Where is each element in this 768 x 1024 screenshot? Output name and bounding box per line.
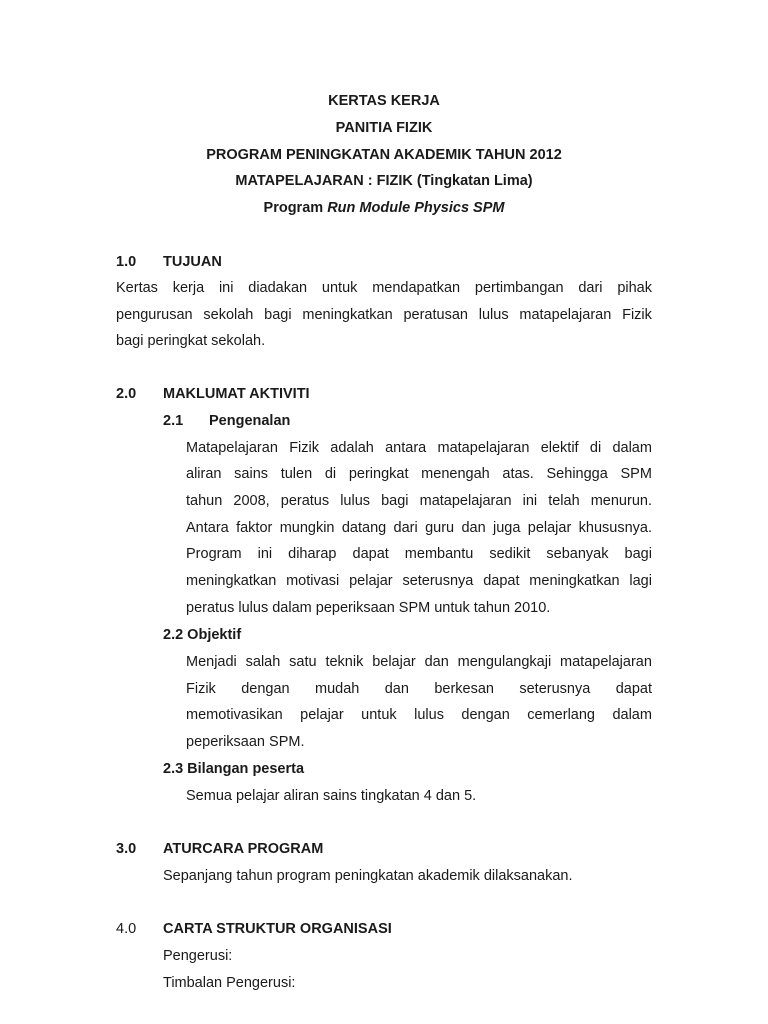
word: peringkat bbox=[348, 466, 409, 482]
subsection-2-1-line-2 bbox=[186, 466, 652, 482]
doc-title-line1: KERTAS KERJA bbox=[328, 93, 440, 109]
word: juga bbox=[493, 520, 521, 536]
word: meningkatkan bbox=[529, 573, 620, 589]
word: ini bbox=[218, 280, 234, 296]
word: matapelajaran bbox=[519, 307, 612, 323]
word: meningkatkan bbox=[302, 307, 393, 323]
word: faktor bbox=[236, 520, 273, 536]
word: Program bbox=[186, 546, 242, 562]
word: atas. bbox=[502, 466, 534, 482]
word: belajar bbox=[372, 654, 416, 670]
word: berkesan bbox=[434, 681, 494, 697]
word: dan bbox=[461, 520, 486, 536]
word: dalam bbox=[612, 440, 652, 456]
word: satu bbox=[289, 654, 317, 670]
word: di bbox=[589, 440, 602, 456]
word: Antara bbox=[186, 520, 229, 536]
word: pihak bbox=[617, 280, 652, 296]
word: elektif bbox=[540, 440, 579, 456]
subsection-2-2-line-1 bbox=[186, 654, 652, 670]
word: 2008, bbox=[233, 493, 270, 509]
word: lagi bbox=[629, 573, 652, 589]
word: seterusnya bbox=[519, 681, 591, 697]
doc-title-line5-italic: Run Module Physics SPM bbox=[327, 200, 505, 216]
section-4-line-1: Pengerusi: bbox=[163, 948, 233, 964]
word: antara bbox=[385, 440, 427, 456]
word: dari bbox=[578, 280, 603, 296]
subsection-2-1-line-1 bbox=[186, 440, 652, 456]
word: SPM bbox=[620, 466, 652, 482]
word: pelajar bbox=[349, 573, 393, 589]
section-4-title: CARTA STRUKTUR ORGANISASI bbox=[163, 921, 392, 937]
word: dan bbox=[384, 681, 409, 697]
word: adalah bbox=[330, 440, 374, 456]
word: sedikit bbox=[489, 546, 531, 562]
word: dengan bbox=[241, 681, 290, 697]
word: Menjadi bbox=[186, 654, 237, 670]
section-1-line-1 bbox=[116, 280, 652, 296]
word: Fizik bbox=[186, 681, 216, 697]
word: sekolah bbox=[203, 307, 254, 323]
word: lulus bbox=[340, 493, 371, 509]
word: guru bbox=[425, 520, 455, 536]
word: sebanyak bbox=[546, 546, 609, 562]
word: membantu bbox=[404, 546, 474, 562]
word: khususnya. bbox=[578, 520, 652, 536]
word: bagi bbox=[624, 546, 652, 562]
subsection-2-2-line-3 bbox=[186, 707, 652, 723]
section-3-number: 3.0 bbox=[116, 841, 137, 857]
word: mengulangkaji bbox=[457, 654, 552, 670]
word: diharap bbox=[288, 546, 337, 562]
word: matapelajaran bbox=[419, 493, 512, 509]
doc-title-line5 bbox=[0, 200, 768, 216]
word: ini bbox=[522, 493, 538, 509]
section-1-line-3: bagi peringkat sekolah. bbox=[116, 333, 266, 349]
doc-title-line2: PANITIA FIZIK bbox=[335, 120, 433, 136]
word: lulus bbox=[478, 307, 509, 323]
word: peratus bbox=[280, 493, 330, 509]
word: dapat bbox=[483, 573, 520, 589]
word: Sehingga bbox=[546, 466, 608, 482]
subsection-2-3-line-1: Semua pelajar aliran sains tingkatan 4 dan 5. bbox=[186, 788, 477, 804]
word: motivasi bbox=[286, 573, 340, 589]
word: menengah bbox=[421, 466, 490, 482]
word: mendapatkan bbox=[372, 280, 461, 296]
section-4-line-2: Timbalan Pengerusi: bbox=[163, 975, 296, 991]
word: di bbox=[324, 466, 337, 482]
subsection-2-2-heading: 2.2 Objektif bbox=[163, 627, 242, 643]
word: peratusan bbox=[403, 307, 468, 323]
word: aliran bbox=[186, 466, 222, 482]
word: memotivasikan bbox=[186, 707, 283, 723]
word: mungkin bbox=[279, 520, 335, 536]
word: datang bbox=[341, 520, 387, 536]
word: Fizik bbox=[622, 307, 652, 323]
section-2-title: MAKLUMAT AKTIVITI bbox=[163, 386, 310, 402]
word: telah bbox=[548, 493, 580, 509]
word: dapat bbox=[615, 681, 652, 697]
subsection-2-2-line-4: peperiksaan SPM. bbox=[186, 734, 305, 750]
word: bagi bbox=[381, 493, 409, 509]
subsection-2-1-number: 2.1 bbox=[163, 413, 184, 429]
word: untuk bbox=[321, 280, 358, 296]
word: menurun. bbox=[590, 493, 652, 509]
doc-title-line3: PROGRAM PENINGKATAN AKADEMIK TAHUN 2012 bbox=[206, 147, 562, 163]
word: ini bbox=[257, 546, 273, 562]
word: matapelajaran bbox=[437, 440, 530, 456]
word: mudah bbox=[314, 681, 360, 697]
word: pelajar bbox=[527, 520, 572, 536]
word: pertimbangan bbox=[474, 280, 564, 296]
subsection-2-1-line-3 bbox=[186, 493, 652, 509]
section-3-line-1: Sepanjang tahun program peningkatan akademik dilaksanakan. bbox=[163, 868, 573, 884]
section-1-line-2 bbox=[116, 307, 652, 323]
subsection-2-1-line-7: peratus lulus dalam peperiksaan SPM untuk tahun 2010. bbox=[186, 600, 551, 616]
word: bagi bbox=[264, 307, 292, 323]
word: Kertas bbox=[116, 280, 158, 296]
word: pelajar bbox=[300, 707, 344, 723]
word: matapelajaran bbox=[560, 654, 652, 670]
word: untuk bbox=[361, 707, 397, 723]
word: teknik bbox=[325, 654, 364, 670]
word: sains bbox=[234, 466, 269, 482]
subsection-2-1-line-6 bbox=[186, 573, 652, 589]
word: salah bbox=[245, 654, 281, 670]
subsection-2-1-title: Pengenalan bbox=[209, 413, 291, 429]
word: seterusnya bbox=[402, 573, 474, 589]
section-4-number: 4.0 bbox=[116, 921, 137, 937]
section-2-number: 2.0 bbox=[116, 386, 137, 402]
section-3-title: ATURCARA PROGRAM bbox=[163, 841, 324, 857]
section-1-title: TUJUAN bbox=[163, 254, 222, 270]
subsection-2-1-line-4 bbox=[186, 520, 652, 536]
word: Matapelajaran bbox=[186, 440, 278, 456]
word: meningkatkan bbox=[186, 573, 277, 589]
word: diadakan bbox=[248, 280, 308, 296]
word: kerja bbox=[172, 280, 205, 296]
word: dari bbox=[393, 520, 418, 536]
word: pengurusan bbox=[116, 307, 193, 323]
word: Fizik bbox=[289, 440, 319, 456]
subsection-2-1-line-5 bbox=[186, 546, 652, 562]
doc-title-line5-prefix: Program bbox=[263, 200, 328, 216]
word: tulen bbox=[280, 466, 313, 482]
word: tahun bbox=[186, 493, 223, 509]
section-1-number: 1.0 bbox=[116, 254, 137, 270]
word: dan bbox=[424, 654, 449, 670]
word: cemerlang bbox=[527, 707, 595, 723]
subsection-2-2-line-2 bbox=[186, 681, 652, 697]
word: lulus bbox=[414, 707, 444, 723]
doc-title-line4: MATAPELAJARAN : FIZIK (Tingkatan Lima) bbox=[235, 173, 533, 189]
subsection-2-3-heading: 2.3 Bilangan peserta bbox=[163, 761, 305, 777]
word: dengan bbox=[461, 707, 510, 723]
word: dalam bbox=[612, 707, 652, 723]
word: dapat bbox=[352, 546, 389, 562]
